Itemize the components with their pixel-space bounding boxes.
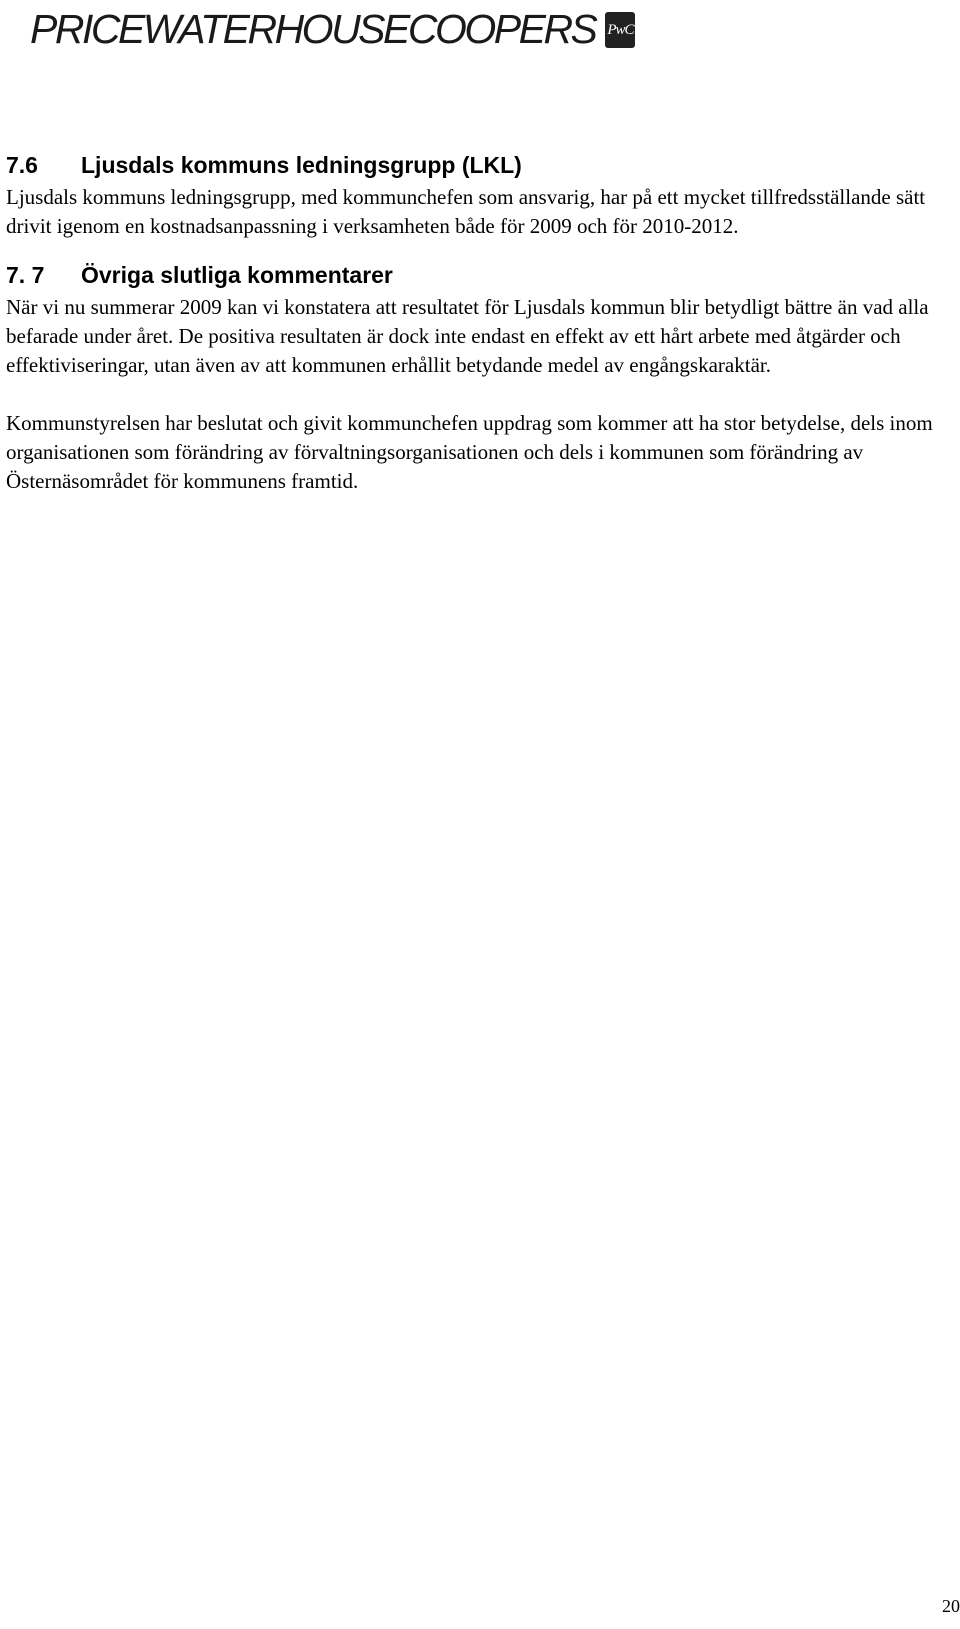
company-logo bbox=[30, 4, 635, 54]
section-title: Ljusdals kommuns ledningsgrupp (LKL) bbox=[81, 152, 522, 178]
section-7-7-paragraph-2: Kommunstyrelsen har beslutat och givit kommunchefen uppdrag som kommer att ha stor betydelse, dels inom organisationen som förändring av förvaltningsorganisationen och dels i kommunen som förändring av Östernäsområdet för kommunens framtid. bbox=[6, 411, 933, 493]
section-number: 7. 7 bbox=[6, 262, 45, 288]
section-7-6-paragraph: Ljusdals kommuns ledningsgrupp, med kommunchefen som ansvarig, har på ett mycket tillfredsställande sätt drivit igenom en kostnadsanpassning i verksamheten både för 2009 och för 2010-2012. bbox=[6, 185, 926, 238]
section-heading-7-7 bbox=[6, 258, 956, 292]
logo-seal-icon: PwC bbox=[605, 12, 635, 48]
section-number: 7.6 bbox=[6, 152, 38, 178]
section-heading-7-6 bbox=[6, 148, 956, 182]
page-number: 20 bbox=[942, 1596, 960, 1616]
section-title: Övriga slutliga kommentarer bbox=[81, 262, 393, 288]
logo-wordmark: PRICEWATERHOUSECOOPERS bbox=[30, 6, 596, 52]
section-7-7-paragraph-1: När vi nu summerar 2009 kan vi konstatera att resultatet för Ljusdals kommun blir betydligt bättre än vad alla befarade under året. De positiva resultaten är dock inte endast en effekt av ett hårt arbete med åtgärder och effektiviseringar, utan även av att kommunen erhållit betydande medel av engångskaraktär. bbox=[6, 295, 929, 377]
document-body bbox=[6, 148, 956, 496]
